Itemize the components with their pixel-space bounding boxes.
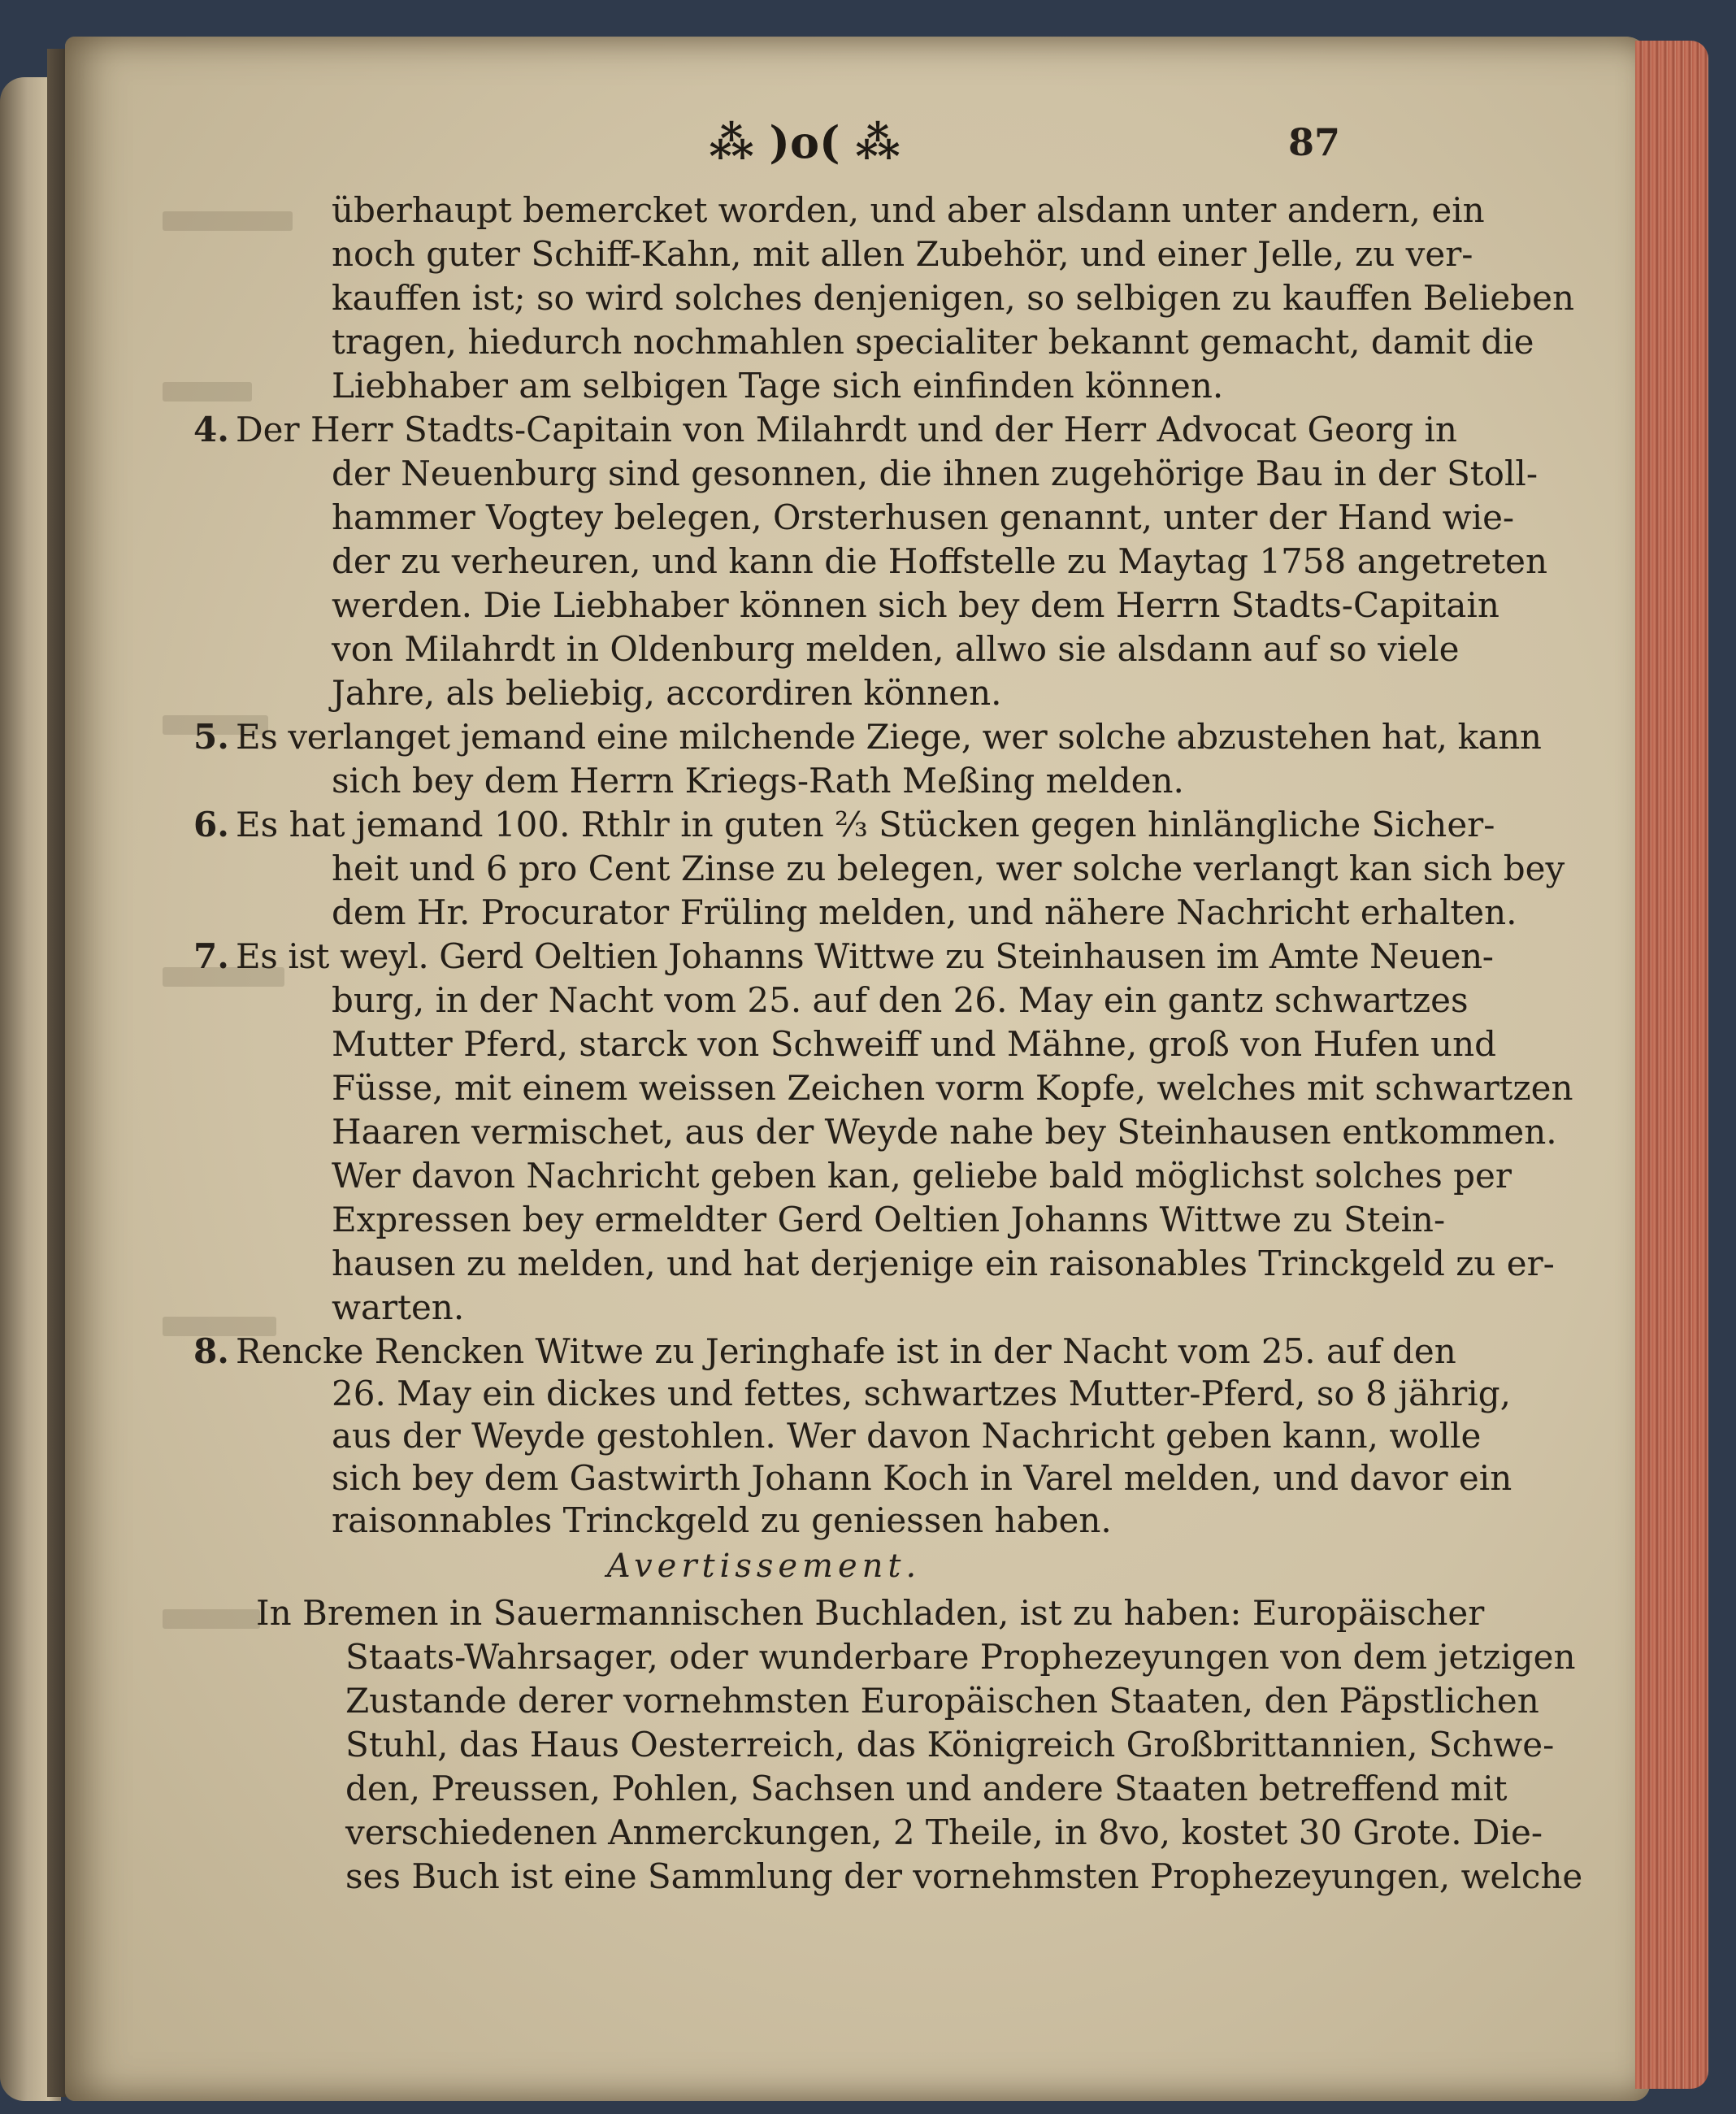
text-line: verschiedenen Anmerckungen, 2 Theile, in 8vo, kostet 30 Grote. Die- [345,1812,1543,1852]
text-line: Es ist weyl. Gerd Oeltien Johanns Wittwe zu Steinhausen im Amte Neuen- [236,936,1494,976]
text-line: heit und 6 pro Cent Zinse zu belegen, wer solche verlangt kan sich bey [332,849,1565,888]
text-line: sich bey dem Herrn Kriegs-Rath Meßing melden. [332,761,1184,801]
text-line: In Bremen in Sauermannischen Buchladen, ist zu haben: Europäischer [256,1593,1485,1633]
text-line: Haaren vermischet, aus der Weyde nahe bey Steinhausen entkommen. [332,1112,1557,1152]
text-line: ses Buch ist eine Sammlung der vornehmsten Prophezeyungen, welche [345,1856,1583,1896]
item-number: 7. [193,936,229,976]
text-line: noch guter Schiff-Kahn, mit allen Zubehör, und einer Jelle, zu ver- [332,234,1473,274]
text-line: warten. [332,1287,465,1327]
text-line: werden. Die Liebhaber können sich bey dem Herrn Stadts-Capitain [332,585,1499,625]
text-line: Jahre, als beliebig, accordiren können. [332,673,1002,713]
text-line: Expressen bey ermeldter Gerd Oeltien Johanns Wittwe zu Stein- [332,1200,1446,1239]
text-line: raisonnables Trinckgeld zu geniessen haben. [332,1500,1112,1540]
running-head: ⁂ )o( ⁂ [709,116,901,168]
text-line: kauffen ist; so wird solches denjenigen, so selbigen zu kauffen Belieben [332,278,1575,318]
text-line: tragen, hiedurch nochmahlen specialiter bekannt gemacht, damit die [332,322,1534,362]
text-line: Stuhl, das Haus Oesterreich, das Königreich Großbrittannien, Schwe- [345,1725,1555,1765]
text-line: der Neuenburg sind gesonnen, die ihnen zugehörige Bau in der Stoll- [332,454,1539,493]
text-line: Staats-Wahrsager, oder wunderbare Prophezeyungen von dem jetzigen [345,1637,1576,1677]
text-line: Der Herr Stadts-Capitain von Milahrdt und der Herr Advocat Georg in [236,410,1457,449]
text-line: der zu verheuren, und kann die Hoffstelle zu Maytag 1758 angetreten [332,541,1548,581]
text-line: sich bey dem Gastwirth Johann Koch in Varel melden, und davor ein [332,1458,1512,1498]
text-line: Mutter Pferd, starck von Schweiff und Mähne, groß von Hufen und [332,1024,1497,1064]
text-line: Es hat jemand 100. Rthlr in guten ⅔ Stücken gegen hinlängliche Sicher- [236,805,1495,844]
text-line: hammer Vogtey belegen, Orsterhusen genannt, unter der Hand wie- [332,497,1515,537]
page-number: 87 [1288,120,1341,164]
text-line: burg, in der Nacht vom 25. auf den 26. May ein gantz schwartzes [332,980,1469,1020]
text-line: überhaupt bemercket worden, und aber alsdann unter andern, ein [332,190,1485,230]
text-line: Es verlanget jemand eine milchende Ziege, wer solche abzustehen hat, kann [236,717,1542,757]
text-line: aus der Weyde gestohlen. Wer davon Nachricht geben kann, wolle [332,1416,1482,1456]
text-line: 26. May ein dickes und fettes, schwartzes Mutter-Pferd, so 8 jährig, [332,1374,1511,1413]
text-line: von Milahrdt in Oldenburg melden, allwo sie alsdann auf so viele [332,629,1460,669]
text-line: Füsse, mit einem weissen Zeichen vorm Kopfe, welches mit schwartzen [332,1068,1573,1108]
text-line: dem Hr. Procurator Früling melden, und nähere Nachricht erhalten. [332,892,1517,932]
item-number: 5. [193,717,229,757]
avertissement-heading: Avertissement. [606,1548,922,1585]
item-number: 4. [193,410,229,449]
item-number: 6. [193,805,229,844]
text-line: Wer davon Nachricht geben kan, geliebe bald möglichst solches per [332,1156,1512,1196]
item-number: 8. [193,1331,229,1371]
text-line: Liebhaber am selbigen Tage sich einfinden können. [332,366,1224,406]
text-line: hausen zu melden, und hat derjenige ein raisonables Trinckgeld zu er- [332,1244,1555,1283]
text-line: den, Preussen, Pohlen, Sachsen und andere Staaten betreffend mit [345,1769,1508,1808]
text-line: Zustande derer vornehmsten Europäischen Staaten, den Päpstlichen [345,1681,1539,1721]
text-line: Rencke Rencken Witwe zu Jeringhafe ist in der Nacht vom 25. auf den [236,1331,1456,1371]
